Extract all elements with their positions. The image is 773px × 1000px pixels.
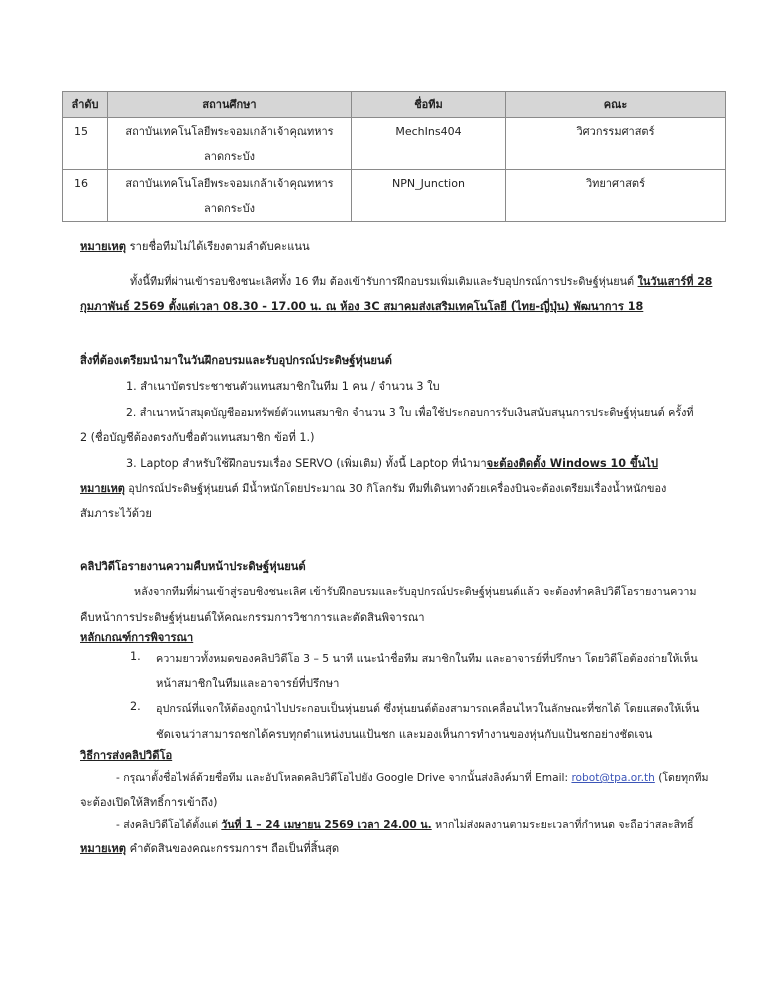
criteria-2-num: 2. [130,700,141,713]
item3-requirement: จะต้องติดตั้ง Windows 10 ขึ้นไป [486,457,658,470]
criteria-2-line1: อุปกรณ์ที่แจกให้ต้องถูกนำไปประกอบเป็นหุ่นยนต์ ซึ่งหุ่นยนต์ต้องสามารถเคลื่อนไหวในลักษณะที่ชกได้ โดยแสดงให้เห็น [156,702,700,715]
weight-note-line1 [80,479,666,497]
row-team: NPN_Junction [352,170,506,222]
send-instruction-line2: จะต้องเปิดให้สิทธิ์การเข้าถึง) [80,796,218,809]
send-instruction-after: (โดยทุกทีม [654,772,709,784]
prepare-title: สิ่งที่ต้องเตรียมนำมาในวันฝึกอบรมและรับอุปกรณ์ประดิษฐ์หุ่นยนต์ [80,354,392,367]
institution-line1: สถาบันเทคโนโลยีพระจอมเกล้าเจ้าคุณทหาร [125,177,334,190]
email-link[interactable]: robot@tpa.or.th [571,772,655,784]
ranking-note [80,237,310,255]
note-text: รายชื่อทีมไม่ได้เรียงตามลำดับคะแนน [126,240,310,253]
row-faculty: วิศวกรรมศาสตร์ [506,118,726,170]
table-row [63,118,726,170]
row-institution [108,118,352,170]
institution-line2: ลาดกระบัง [204,150,255,163]
row-number: 15 [63,118,108,170]
table-header-row [63,92,726,118]
training-paragraph-line1 [130,272,712,290]
header-faculty: คณะ [506,92,726,118]
criteria-1-line2: หน้าสมาชิกในทีมและอาจารย์ที่ปรึกษา [156,677,340,690]
table-row [63,170,726,222]
prepare-item-2-line2: 2 (ชื่อบัญชีต้องตรงกับชื่อตัวแทนสมาชิก ข้อที่ 1.) [80,431,315,444]
clip-paragraph-line2: คืบหน้าการประดิษฐ์หุ่นยนต์ให้คณะกรรมการวิชาการและตัดสินพิจารณา [80,611,425,624]
prepare-item-3 [126,454,658,472]
training-text: ทั้งนี้ทีมที่ผ่านเข้ารอบชิงชนะเลิศทั้ง 16 ทีม ต้องเข้ารับการฝึกอบรมเพิ่มเติมและรับอุปกรณ์การประดิษฐ์หุ่นยนต์ [130,275,638,288]
criteria-1-num: 1. [130,650,141,663]
final-note-label: หมายเหตุ [80,842,127,855]
prepare-item-2-line1: 2. สำเนาหน้าสมุดบัญชีออมทรัพย์ตัวแทนสมาชิก จำนวน 3 ใบ เพื่อใช้ประกอบการรับเงินสนับสนุนการประดิษฐ์หุ่นยนต์ ครั้งที่ [126,406,694,419]
final-note [80,839,339,857]
prepare-item-1: 1. สำเนาบัตรประชาชนตัวแทนสมาชิกในทีม 1 คน / จำนวน 3 ใบ [126,380,440,393]
clip-paragraph-line1: หลังจากทีมที่ผ่านเข้าสู่รอบชิงชนะเลิศ เข้ารับฝึกอบรมและรับอุปกรณ์ประดิษฐ์หุ่นยนต์แล้ว จะต้องทำคลิปวิดีโอรายงานความ [134,585,697,598]
criteria-title: หลักเกณฑ์การพิจารณา [80,631,194,644]
header-team-name: ชื่อทีม [352,92,506,118]
row-team: MechIns404 [352,118,506,170]
clip-title: คลิปวิดีโอรายงานความคืบหน้าประดิษฐ์หุ่นยนต์ [80,560,306,573]
item3-text: 3. Laptop สำหรับใช้ฝึกอบรมเรื่อง SERVO (เพิ่มเติม) ทั้งนี้ Laptop ที่นำมา [126,457,487,470]
note-text: อุปกรณ์ประดิษฐ์หุ่นยนต์ มีน้ำหนักโดยประมาณ 30 กิโลกรัม ทีมที่เดินทางด้วยเครื่องบินจะต้องเตรียมเรื่องน้ำหนักของ [124,482,667,495]
row-faculty: วิทยาศาสตร์ [506,170,726,222]
criteria-2-line2: ชัดเจนว่าสามารถชกได้ครบทุกตำแหน่งบนแป้นชก และมองเห็นการทำงานของหุ่นกับแป้นชกอย่างชัดเจน [156,728,653,741]
criteria-1-line1: ความยาวทั้งหมดของคลิปวิดีโอ 3 – 5 นาที แนะนำชื่อทีม สมาชิกในทีม และอาจารย์ที่ปรึกษา โดยวิดีโอต้องถ่ายให้เห็น [156,652,698,665]
send-deadline [116,816,694,833]
header-order: ลำดับ [63,92,108,118]
institution-line2: ลาดกระบัง [204,202,255,215]
row-number: 16 [63,170,108,222]
weight-note-line2: สัมภาระไว้ด้วย [80,507,152,520]
teams-table [62,91,726,222]
send-title: วิธีการส่งคลิปวิดีโอ [80,749,173,762]
send-instruction-line1 [116,769,709,786]
training-date-highlight: ในวันเสาร์ที่ 28 [637,275,713,288]
deadline-after: หากไม่ส่งผลงานตามระยะเวลาที่กำหนด จะถือว่าสละสิทธิ์ [431,819,694,831]
deadline-text: - ส่งคลิปวิดีโอได้ตั้งแต่ [116,819,222,831]
row-institution [108,170,352,222]
training-date-location: กุมภาพันธ์ 2569 ตั้งแต่เวลา 08.30 - 17.00 น. ณ ห้อง 3C สมาคมส่งเสริมเทคโนโลยี (ไทย-ญี่ปุ่น) พัฒนาการ 18 [80,300,644,313]
note-label: หมายเหตุ [80,240,127,253]
deadline-date: วันที่ 1 – 24 เมษายน 2569 เวลา 24.00 น. [221,819,432,831]
note-label: หมายเหตุ [80,482,125,495]
final-note-text: คำตัดสินของคณะกรรมการฯ ถือเป็นที่สิ้นสุด [126,842,340,855]
header-institution: สถานศึกษา [108,92,352,118]
send-instruction-text: - กรุณาตั้งชื่อไฟล์ด้วยชื่อทีม และอัปโหลดคลิปวิดีโอไปยัง Google Drive จากนั้นส่งลิงค์มาที่ Email: [116,772,572,784]
institution-line1: สถาบันเทคโนโลยีพระจอมเกล้าเจ้าคุณทหาร [125,125,334,138]
